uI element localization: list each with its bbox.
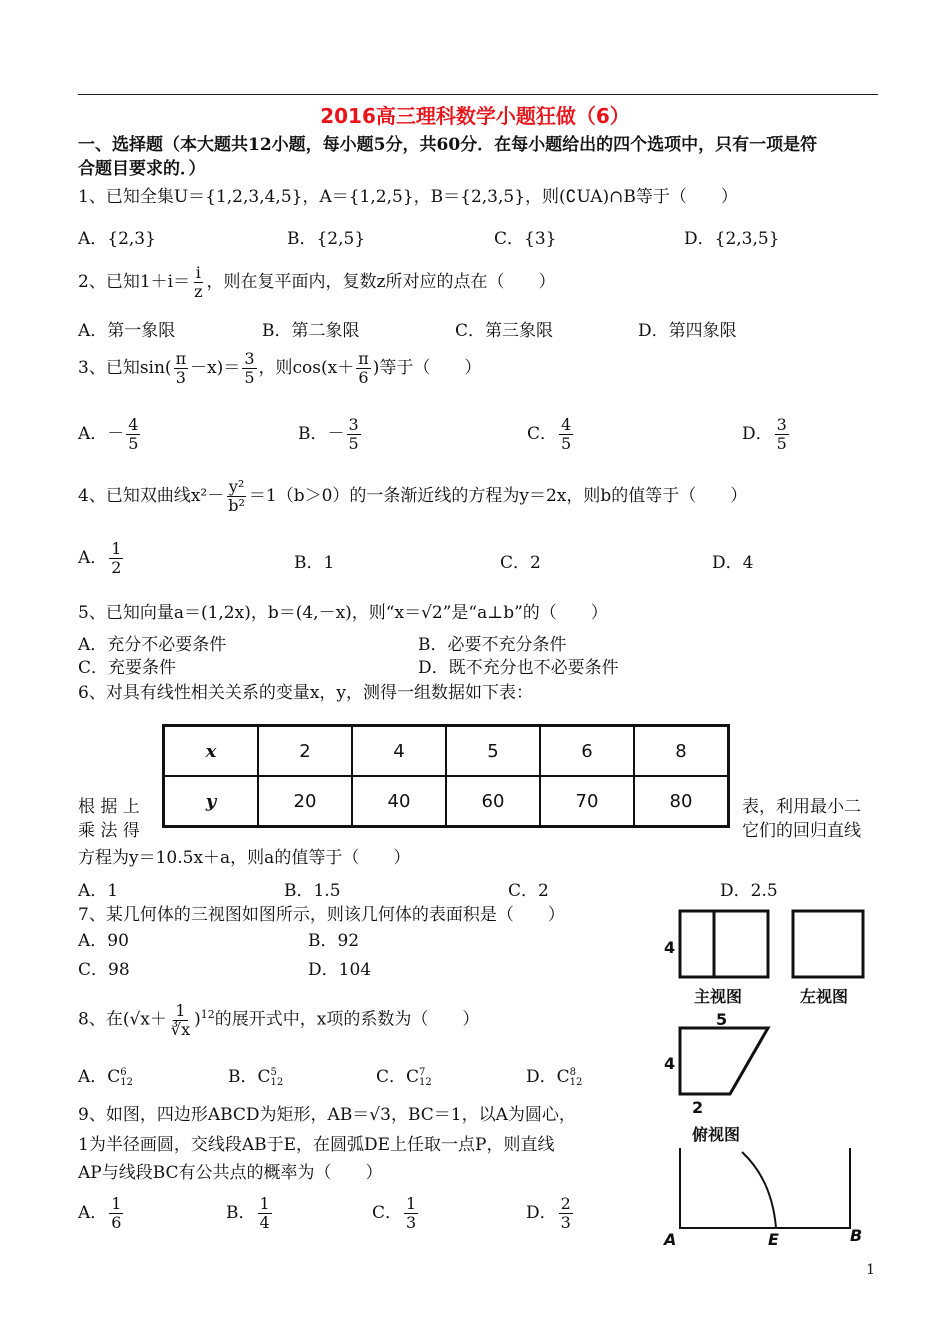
side-view-rect [793,911,863,977]
q4-stem-post: ＝1（b＞0）的一条渐近线的方程为y＝2x，则b的值等于（ ） [248,486,748,506]
page-number: 1 [866,1262,875,1278]
q4-a-frac [109,540,123,576]
q9-option-c[interactable] [372,1188,420,1238]
q7-option-d[interactable]: D．104 [308,960,372,980]
table-row [164,726,729,777]
top-width-label: 5 [716,1010,728,1029]
q2-fraction [192,264,204,300]
q8-frac [169,1002,192,1038]
q3-c-label: C． [527,424,558,444]
q9-line1: 9、如图，四边形ABCD为矩形，AB＝√3，BC＝1，以A为圆心， [78,1105,576,1125]
q8-option-d[interactable] [526,1062,582,1088]
q7-stem: 7、某几何体的三视图如图所示，则该几何体的表面积是（ ） [78,905,565,925]
q2-stem-pre: 2、已知1＋i＝ [78,272,191,292]
q1-stem: 1、已知全集U＝{1,2,3,4,5}，A＝{1,2,5}，B＝{2,3,5}，则(∁UA)∩B等于（ ） [78,187,738,207]
q5-option-d[interactable]: D．既不充分也不必要条件 [418,658,619,678]
q7-option-c[interactable]: C．98 [78,960,130,980]
q3-b-frac [347,416,361,452]
q3-option-b[interactable] [298,410,363,458]
q3-stem-pre: 3、已知sin( [78,358,172,378]
q8-b-label: B．C [228,1067,271,1087]
q6-data-table [162,724,730,828]
front-view-rect [680,911,768,977]
q4-a-label: A． [78,548,108,568]
q9-a-frac [109,1195,123,1231]
q9-d-num: 2 [560,1194,571,1214]
q2-option-d[interactable]: D．第四象限 [638,321,737,341]
table-cell: 4 [352,726,446,777]
circle-arc [742,1152,776,1228]
q3-d-num: 3 [776,415,787,435]
q3-six: 6 [358,368,369,387]
q6-right-text-2: 它们的回归直线 [742,821,861,841]
q4-option-a[interactable] [78,534,125,582]
q1-option-a[interactable]: A．{2,3} [78,229,156,249]
q8-exponent: 12 [200,1008,215,1021]
q6-option-b[interactable]: B．1.5 [284,881,341,901]
q7-option-b[interactable]: B．92 [308,931,360,951]
q9-option-d[interactable] [526,1188,575,1238]
q3-stem [78,344,481,392]
table-cell: 8 [634,726,729,777]
q3-c-den: 5 [561,434,572,453]
q3-option-c[interactable] [527,410,575,458]
q3-frac-35 [242,350,256,386]
q6-right-text-1: 表，利用最小二 [742,797,861,817]
q9-c-frac [404,1195,418,1231]
table-cell: 60 [446,776,540,827]
q5-stem: 5、已知向量a＝(1,2x)，b＝(4,－x)，则“x＝√2”是“a⊥b”的（ ） [78,603,608,623]
point-e-label: E [768,1230,779,1249]
q6-option-d[interactable]: D．2.5 [720,881,778,901]
q6-option-c[interactable]: C．2 [508,881,549,901]
q1-option-c[interactable]: C．{3} [494,229,557,249]
q2-stem [78,262,555,302]
q3-mid1: －x)＝ [190,358,241,378]
q5-option-a[interactable]: A．充分不必要条件 [78,635,227,655]
q9-c-den: 3 [406,1213,417,1232]
q4-y2: y² [228,477,245,497]
q3-c-num: 4 [561,415,572,435]
q3-a-den: 5 [128,434,139,453]
table-cell: 70 [540,776,634,827]
q4-frac [226,478,247,514]
q4-option-c[interactable]: C．2 [500,553,541,573]
rectangle-outline [680,1148,850,1228]
q9-a-den: 6 [111,1213,122,1232]
q2-option-a[interactable]: A．第一象限 [78,321,176,341]
q3-option-a[interactable] [78,410,142,458]
q8-one: 1 [175,1001,186,1021]
table-cell: 2 [258,726,352,777]
q2-frac-num: i [195,263,201,283]
q3-three: 3 [175,368,186,387]
table-cell: y [164,776,259,827]
table-cell: 6 [540,726,634,777]
q5-option-c[interactable]: C．充要条件 [78,658,177,678]
q8-b-sub: 12 [270,1076,284,1088]
table-cell: 80 [634,776,729,827]
q3-pi-2: π [358,349,369,369]
q8-option-a[interactable] [78,1062,133,1088]
q3-a-frac [126,416,140,452]
q9-d-den: 3 [560,1213,571,1232]
q9-a-label: A． [78,1203,108,1223]
q3-option-d[interactable] [742,410,791,458]
q3-stem-post: )等于（ ） [372,358,482,378]
table-cell: 5 [446,726,540,777]
q4-b2: b² [228,496,245,515]
q8-stem-post: 的展开式中，x项的系数为（ ） [214,1009,480,1030]
q3-d-den: 5 [776,434,787,453]
page-title: 2016高三理科数学小题狂做（6） [320,104,630,128]
q9-option-a[interactable] [78,1188,125,1238]
q8-stem-pre: 8、在(√x＋ [78,1009,167,1030]
q3-b-den: 5 [348,434,359,453]
q8-stem: 8、在(√x＋ $\frac{1}{∛x}$ )$^{12}$的展开式中，x项的系数为（ ） [78,1001,480,1039]
q8-d-sub: 12 [569,1076,583,1088]
q9-d-frac [559,1195,573,1231]
q2-frac-den: z [194,282,203,301]
q1-option-b[interactable]: B．{2,5} [287,229,366,249]
q3-frac-pi3 [174,350,189,386]
q3-mid2: ，则cos(x＋ [258,358,355,378]
q4-stem-pre: 4、已知双曲线x²－ [78,486,225,506]
table-cell: 20 [258,776,352,827]
q3-c-frac [559,416,573,452]
q8-c-label: C．C [376,1067,420,1087]
q8-cube: ∛x [170,1019,191,1039]
q9-d-label: D． [526,1203,557,1223]
q3-d5: 5 [244,368,255,387]
q6-option-a[interactable]: A．1 [78,881,119,901]
q6-stem: 6、对具有线性相关关系的变量x，y，测得一组数据如下表： [78,683,534,703]
q9-c-label: C． [372,1203,403,1223]
q6-left-text-2: 乘 法 得 [78,821,140,841]
side-view-caption: 左视图 [800,987,849,1006]
front-height-label: 4 [664,938,676,957]
q8-a-label: A．C [78,1067,121,1087]
q4-option-d[interactable]: D．4 [712,553,754,573]
q8-c-sup: 7 [419,1066,426,1078]
point-a-label: A [664,1230,677,1249]
q2-option-b[interactable]: B．第二象限 [262,321,360,341]
table-cell: x [164,726,259,777]
top-height-label: 4 [664,1054,676,1073]
top-view-trapezoid [680,1028,768,1094]
q8-c-sub: 12 [419,1076,432,1088]
point-b-label: B [850,1226,863,1245]
q3-b-num: 3 [348,415,359,435]
q8-option-b[interactable] [228,1062,283,1088]
q8-d-sup: 8 [569,1066,577,1078]
q6-continuation: 方程为y＝10.5x＋a，则a的值等于（ ） [78,848,411,868]
q3-frac-pi6 [356,350,371,386]
q4-stem [78,472,747,520]
section-heading-line1: 一、选择题（本大题共12小题，每小题5分，共60分．在每小题给出的四个选项中，只有一项是符 [78,135,818,155]
q9-c-num: 1 [406,1194,417,1214]
section-heading-line2: 合题目要求的．） [78,159,206,179]
q9-b-frac [258,1195,272,1231]
q3-a-num: 4 [128,415,139,435]
q4-a-den: 2 [111,558,122,577]
q8-option-c[interactable] [376,1062,432,1088]
q9-b-label: B． [226,1203,256,1223]
q7-option-a[interactable]: A．90 [78,931,129,951]
table-row [164,776,729,827]
q9-b-num: 1 [259,1194,270,1214]
q8-b-sup: 5 [270,1066,277,1078]
q1-option-d[interactable]: D．{2,3,5} [684,229,780,249]
front-view-caption: 主视图 [694,987,743,1006]
q9-b-den: 4 [259,1213,270,1232]
table-cell: 40 [352,776,446,827]
q6-left-text-1: 根 据 上 [78,797,140,817]
top-view-caption: 俯视图 [692,1125,741,1144]
q4-a-num: 1 [111,539,122,559]
q9-line3: AP与线段BC有公共点的概率为（ ） [78,1163,383,1183]
q9-option-b[interactable] [226,1188,274,1238]
q8-a-sub: 12 [120,1076,134,1088]
top-bottom-label: 2 [692,1098,704,1117]
q8-a-sup: 6 [120,1066,127,1078]
q3-d-label: D． [742,424,773,444]
header-rule [78,94,878,95]
q9-a-num: 1 [111,1194,122,1214]
q8-d-label: D．C [526,1067,570,1087]
q3-a-label: A．－ [78,424,125,444]
q4-option-b[interactable]: B．1 [294,553,335,573]
q9-line2: 1为半径画圆，交线段AB于E，在圆弧DE上任取一点P，则直线 [78,1135,555,1155]
q3-n3: 3 [244,349,255,369]
q2-stem-post: ，则在复平面内，复数z所对应的点在（ ） [206,272,556,292]
q3-d-frac [775,416,789,452]
q3-pi: π [175,349,187,369]
q2-option-c[interactable]: C．第三象限 [455,321,554,341]
q3-b-label: B．－ [298,424,345,444]
q5-option-b[interactable]: B．必要不充分条件 [418,635,567,655]
